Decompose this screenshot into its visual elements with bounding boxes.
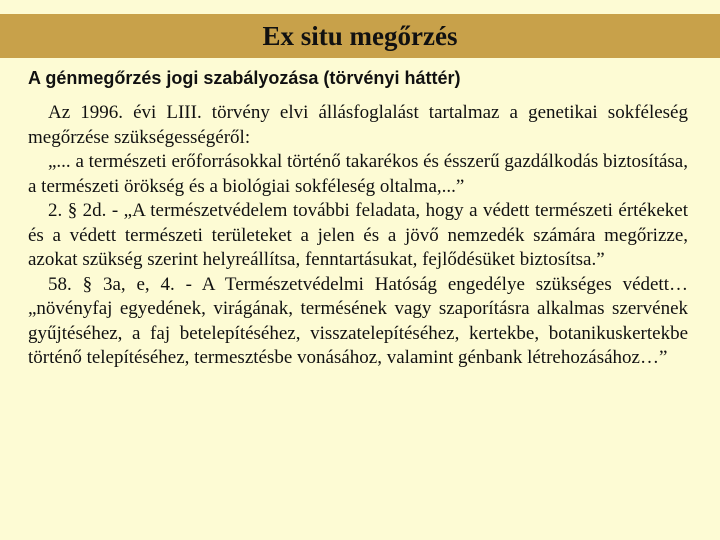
- slide-subtitle: A génmegőrzés jogi szabályozása (törvényi háttér): [28, 68, 461, 88]
- paragraph-section-2: 2. § 2d. - „A természetvédelem további feladata, hogy a védett természeti értékeket és a védett természeti területeket a jelen és a jövő nemzedék számára megőrizze, azokat szükség szerint helyreállítsa, fenntartásukat, fejlődésüket biztosítsa.”: [28, 200, 688, 270]
- paragraph-law-intro: Az 1996. évi LIII. törvény elvi állásfoglalást tartalmaz a genetikai sokféleség megőrzése szükségességéről:: [28, 102, 688, 148]
- paragraph-quote-resources: „... a természeti erőforrásokkal történő takarékos és ésszerű gazdálkodás biztosítása, a természeti örökség és a biológiai sokféleség oltalma,...”: [28, 151, 688, 197]
- slide-title: Ex situ megőrzés: [262, 21, 458, 51]
- slide-body: [28, 101, 688, 371]
- paragraph-section-58: 58. § 3a, e, 4. - A Természetvédelmi Hatóság engedélye szükséges védett… „növényfaj egyedének, virágának, termésének vagy szaporításra alkalmas szervének gyűjtéséhez, a faj betelepítéséhez, visszatelepítéséhez, kertekbe, botanikuskertekbe történő telepítéséhez, termesztésbe vonásához, valamint génbank létrehozásához…”: [28, 273, 688, 368]
